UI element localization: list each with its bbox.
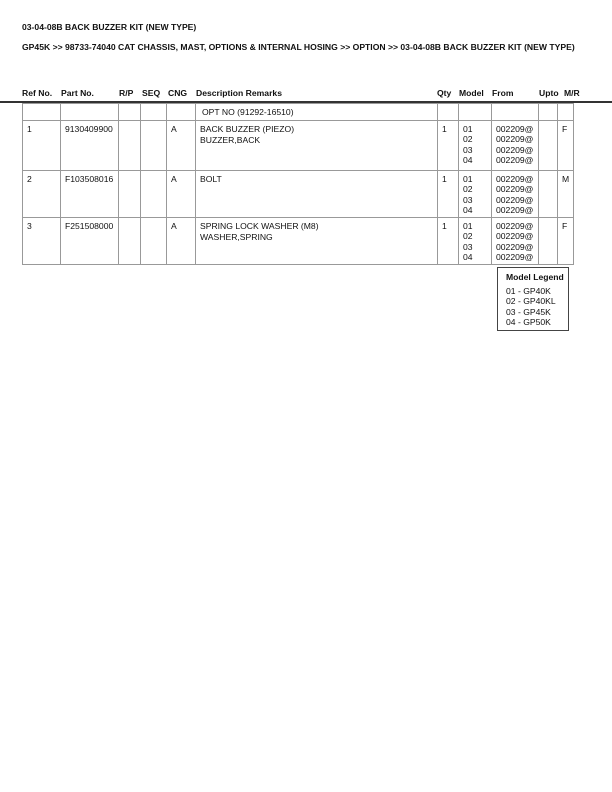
legend-item: 01 - GP40K (506, 285, 551, 296)
part-no (61, 121, 119, 171)
cell-text: F251508000 (65, 221, 114, 232)
models (459, 121, 492, 171)
cng (167, 121, 196, 171)
from-serial: 002209@ (496, 194, 534, 205)
from-serial: 002209@ (496, 184, 534, 195)
seq (141, 121, 167, 171)
part-no (61, 171, 119, 218)
breadcrumb: GP45K >> 98733-74040 CAT CHASSIS, MAST, OPTIONS & INTERNAL HOSING >> OPTION >> 03-04-08B BACK BUZZER KIT (NEW TYPE) (22, 42, 575, 52)
seq (141, 218, 167, 265)
description-text: SPRING LOCK WASHER (M8) (200, 221, 319, 232)
header-from: From (492, 88, 514, 98)
description-text: BACK BUZZER (PIEZO) (200, 124, 295, 134)
header-description: Description Remarks (196, 88, 282, 98)
model-code: 01 (463, 174, 473, 184)
legend-title: Model Legend (506, 272, 564, 282)
cell-text: 3 (27, 221, 32, 232)
description-text: BOLT (200, 174, 222, 184)
cell-text: F (562, 221, 568, 232)
model-code: 02 (463, 134, 473, 145)
cng (167, 171, 196, 218)
model-code: 02 (463, 231, 473, 242)
header-rp: R/P (119, 88, 134, 98)
model-code: 02 (463, 184, 473, 195)
from-serial: 002209@ (496, 252, 534, 263)
cell-text: 2 (27, 174, 32, 184)
model-code: 04 (463, 252, 473, 263)
upto (539, 121, 558, 171)
model-legend (497, 267, 569, 331)
from-serial: 002209@ (496, 204, 534, 215)
legend-item: 03 - GP45K (506, 306, 551, 317)
description (196, 218, 438, 265)
model-code: 03 (463, 241, 473, 252)
legend-item: 02 - GP40KL (506, 296, 556, 306)
from (492, 218, 539, 265)
models (459, 218, 492, 265)
description (196, 171, 438, 218)
header-upto: Upto (539, 88, 559, 98)
from-serial: 002209@ (496, 144, 534, 155)
header-seq: SEQ (142, 88, 161, 98)
option-row (23, 104, 574, 121)
upto (539, 171, 558, 218)
qty (438, 121, 459, 171)
seq (141, 171, 167, 218)
cell-text: 1 (27, 124, 32, 134)
header-mr: M/R (564, 88, 580, 98)
option-number: OPT NO (91292-16510) (196, 104, 438, 121)
from-serial: 002209@ (496, 221, 534, 232)
table-row (23, 218, 574, 265)
model-code: 01 (463, 221, 473, 232)
mr (558, 121, 574, 171)
remark-text: BUZZER,BACK (200, 134, 261, 145)
ref-no (23, 218, 61, 265)
header-cng: CNG (168, 88, 188, 98)
cell-text: 1 (442, 221, 447, 232)
from-serial: 002209@ (496, 174, 534, 184)
cell-text: F (562, 124, 568, 134)
mr (558, 171, 574, 218)
cell-text: 1 (442, 174, 447, 184)
from-serial: 002209@ (496, 134, 534, 145)
model-code: 04 (463, 204, 473, 215)
qty (438, 218, 459, 265)
ref-no (23, 121, 61, 171)
parts-table (22, 103, 574, 265)
description (196, 121, 438, 171)
mr (558, 218, 574, 265)
header-qty: Qty (437, 88, 452, 98)
models (459, 171, 492, 218)
upto (539, 218, 558, 265)
ref-no (23, 171, 61, 218)
rp (119, 171, 141, 218)
cell-text: A (171, 174, 177, 184)
qty (438, 171, 459, 218)
page-title: 03-04-08B BACK BUZZER KIT (NEW TYPE) (22, 22, 197, 32)
table-row (23, 121, 574, 171)
from (492, 121, 539, 171)
model-code: 01 (463, 124, 473, 134)
header-part-no: Part No. (61, 88, 94, 98)
table-row (23, 171, 574, 218)
from (492, 171, 539, 218)
cell-text: F103508016 (65, 174, 114, 184)
rp (119, 121, 141, 171)
from-serial: 002209@ (496, 231, 534, 242)
cell-text: A (171, 221, 177, 232)
cell-text: M (562, 174, 570, 184)
model-code: 03 (463, 144, 473, 155)
from-serial: 002209@ (496, 154, 534, 165)
header-ref-no: Ref No. (22, 88, 53, 98)
legend-item: 04 - GP50K (506, 317, 551, 327)
cell-text: 1 (442, 124, 447, 134)
header-model: Model (459, 88, 484, 98)
part-no (61, 218, 119, 265)
from-serial: 002209@ (496, 124, 534, 134)
remark-text: WASHER,SPRING (200, 231, 273, 242)
model-code: 03 (463, 194, 473, 205)
from-serial: 002209@ (496, 241, 534, 252)
cell-text: 9130409900 (65, 124, 113, 134)
cell-text: A (171, 124, 177, 134)
cng (167, 218, 196, 265)
model-code: 04 (463, 154, 473, 165)
rp (119, 218, 141, 265)
